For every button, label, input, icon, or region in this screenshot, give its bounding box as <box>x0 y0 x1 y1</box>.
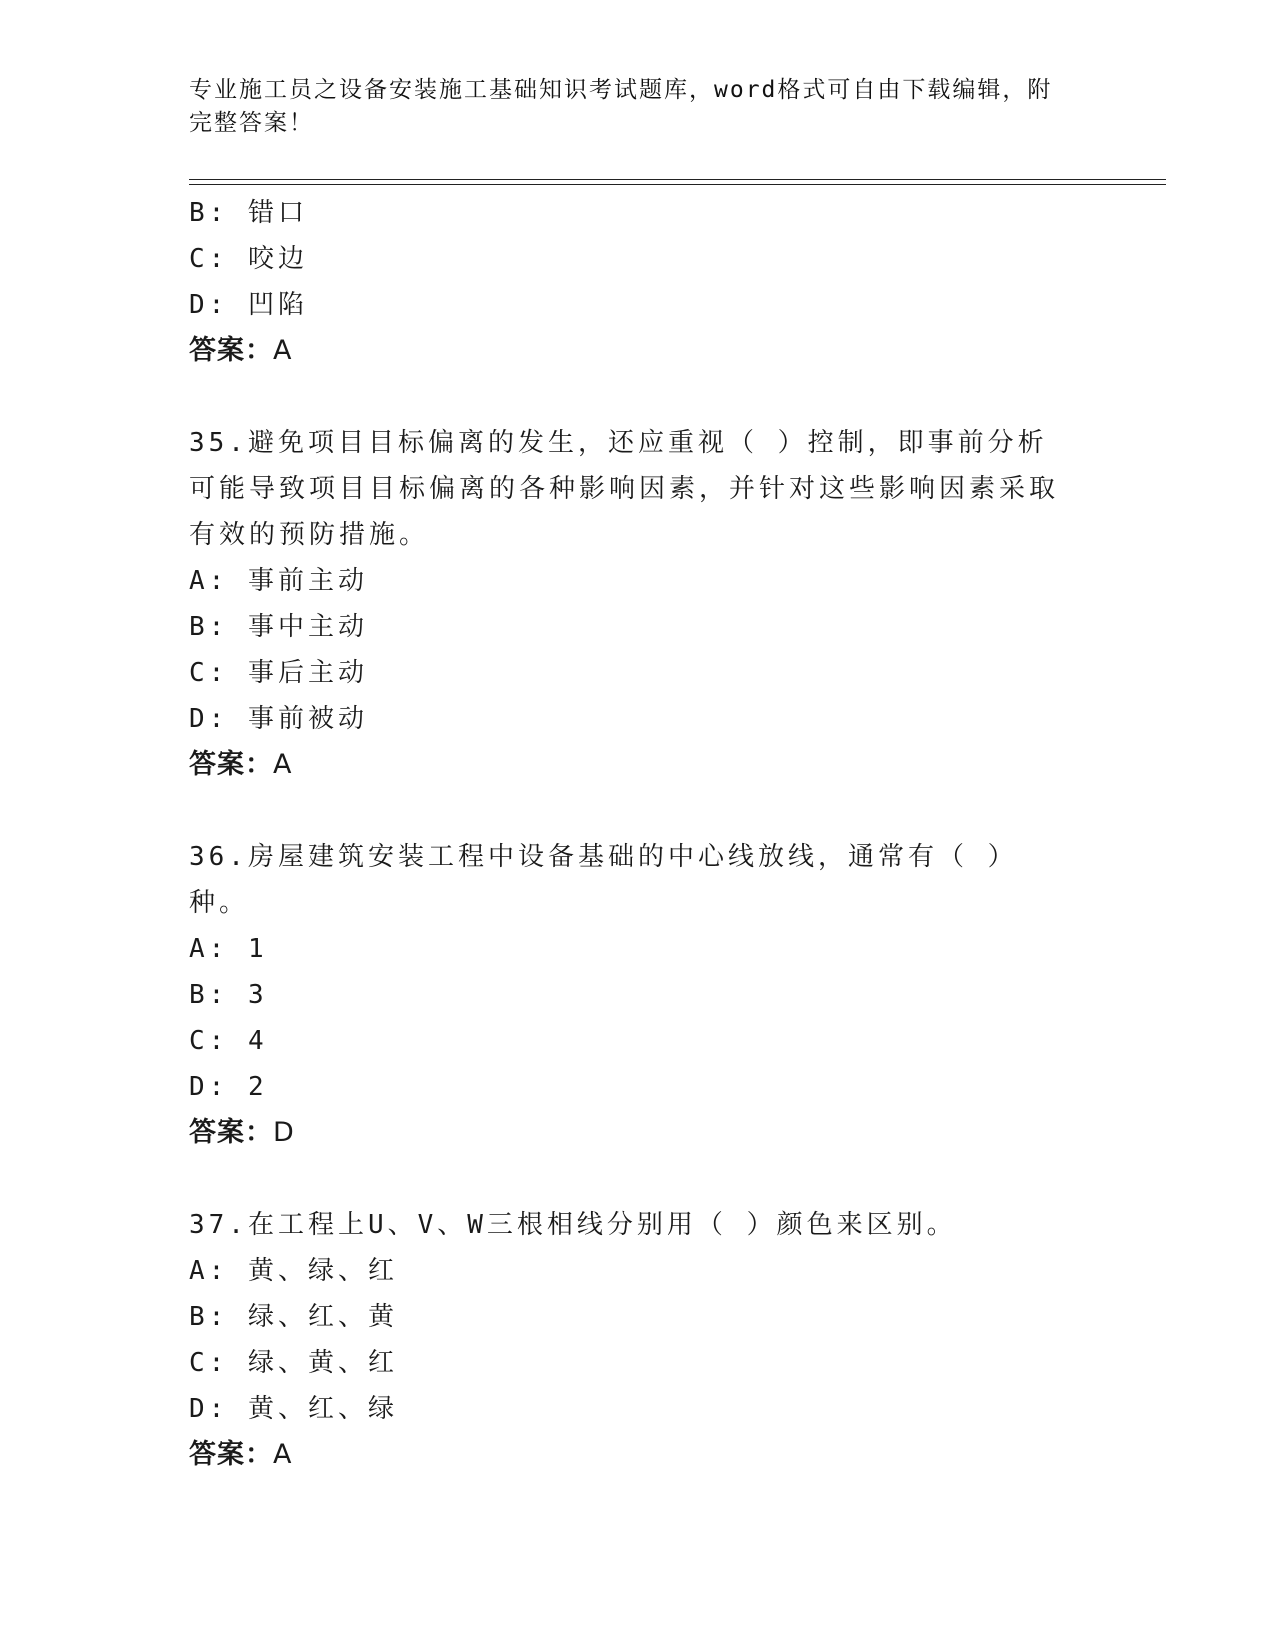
option-c: C: 4 <box>189 1026 268 1056</box>
question-stem: 37.在工程上U、V、W三根相线分别用（ ）颜色来区别。 <box>189 1210 957 1240</box>
option-c: C: 咬边 <box>189 244 308 274</box>
option-d: D: 凹陷 <box>189 290 308 320</box>
header-divider-bottom <box>189 184 1166 185</box>
question-36 <box>189 834 1089 1156</box>
option-b: B: 绿、红、黄 <box>189 1302 398 1332</box>
question-37 <box>189 1202 1089 1478</box>
answer-line: 答案：A <box>189 1439 293 1470</box>
option-b: B: 3 <box>189 980 268 1010</box>
carryover-question <box>189 190 1089 374</box>
option-b: B: 错口 <box>189 198 308 228</box>
option-a: A: 1 <box>189 934 268 964</box>
answer-line: 答案：A <box>189 335 293 366</box>
option-a: A: 黄、绿、红 <box>189 1256 398 1286</box>
option-d: D: 2 <box>189 1072 268 1102</box>
question-stem: 35.避免项目目标偏离的发生，还应重视（ ）控制，即事前分析可能导致项目目标偏离的各种影响因素，并针对这些影响因素采取有效的预防措施。 <box>189 428 1060 550</box>
question-35 <box>189 420 1089 788</box>
option-c: C: 绿、黄、红 <box>189 1348 398 1378</box>
header-divider-top <box>189 179 1166 180</box>
option-c: C: 事后主动 <box>189 658 368 688</box>
question-list <box>189 190 1089 1478</box>
option-d: D: 黄、红、绿 <box>189 1394 398 1424</box>
option-b: B: 事中主动 <box>189 612 368 642</box>
option-d: D: 事前被动 <box>189 704 368 734</box>
question-stem: 36.房屋建筑安装工程中设备基础的中心线放线，通常有（ ）种。 <box>189 842 1018 918</box>
option-a: A: 事前主动 <box>189 566 368 596</box>
document-header: 专业施工员之设备安装施工基础知识考试题库，word格式可自由下载编辑，附完整答案！ <box>189 77 1053 136</box>
answer-line: 答案：A <box>189 749 293 780</box>
answer-line: 答案：D <box>189 1117 295 1148</box>
